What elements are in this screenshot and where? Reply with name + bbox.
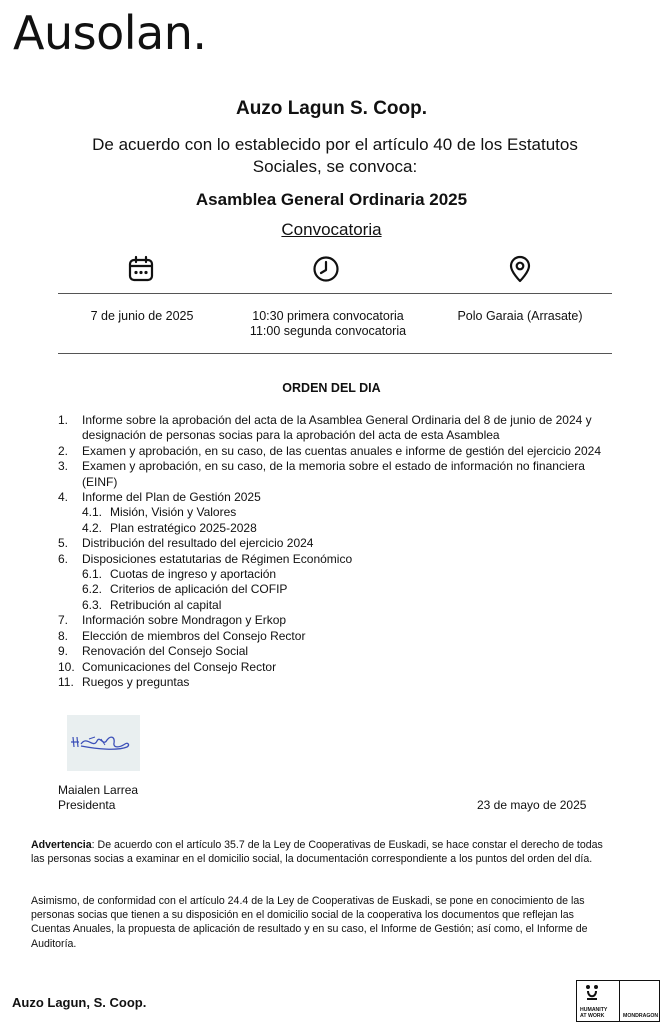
agenda-heading: ORDEN DEL DIA [282,381,381,395]
list-subitem: 6.1. Cuotas de ingreso y aportación [82,567,277,582]
humanity-at-work-mark [577,981,620,1021]
event-times [228,309,428,339]
agenda-list [58,413,618,690]
list-subitem: 4.2. Plan estratégico 2025-2028 [82,520,257,535]
mondragon-mark [620,981,659,1021]
convocatoria-subtitle: Convocatoria [281,220,382,239]
humanity-icon [585,984,599,1002]
signature-date: 23 de mayo de 2025 [477,798,587,812]
list-subitem: 6.2. Criterios de aplicación del COFIP [82,582,288,597]
list-item: 5. Distribución del resultado del ejercicio 2024 [58,536,314,551]
list-item: 2. Examen y aprobación, en su caso, de las cuentas anuales e informe de gestión del ejercicio 2024 [58,443,601,458]
list-item: 7. Información sobre Mondragon y Erkop [58,613,287,628]
location-pin-icon [506,255,534,283]
warning-paragraph [31,838,614,866]
bottom-divider [58,353,612,354]
list-item: 8. Elección de miembros del Consejo Rector [58,628,306,643]
time-second-call: 11:00 segunda convocatoria [249,324,407,338]
list-item: 3. Examen y aprobación, en su caso, de la memoria sobre el estado de información no financiera (EINF) [58,459,585,489]
signer-role: Presidenta [58,798,116,812]
top-divider [58,293,612,294]
signer-name: Maialen Larrea [58,783,139,797]
ausolan-logo: Ausolan. [13,6,207,60]
mondragon-badge [576,980,660,1022]
mondragon-label: MONDRAGON [623,1013,659,1019]
humanity-label: HUMANITY [580,1007,608,1013]
warning-text: : De acuerdo con el artículo 35.7 de la Ley de Cooperativas de Euskadi, se hace constar el derecho de todas las personas socias a examinar en el domicilio social, la documentación correspondiente a los puntos del orden del día. [31,839,603,866]
time-first-call: 10:30 primera convocatoria [252,309,404,323]
at-work-label: AT WORK [580,1013,605,1019]
list-item: 9. Renovación del Consejo Social [58,644,249,659]
list-item: 4. Informe del Plan de Gestión 2025 [58,490,261,505]
event-date: 7 de junio de 2025 [90,309,194,323]
list-item: 10. Comunicaciones del Consejo Rector [58,659,277,674]
signature-image [67,715,140,771]
footer-company: Auzo Lagun, S. Coop. [12,995,147,1010]
list-item: 6. Disposiciones estatutarias de Régimen Económico [58,551,353,566]
intro-text: De acuerdo con lo establecido por el artículo 40 de los Estatutos Sociales, se convoca: [92,135,578,176]
event-place: Polo Garaia (Arrasate) [457,309,583,323]
list-subitem: 6.3. Retribución al capital [82,597,222,612]
list-subitem: 4.1. Misión, Visión y Valores [82,505,237,520]
list-item: 1. Informe sobre la aprobación del acta de la Asamblea General Ordinaria del 8 de junio de 2024 y designación de personas socias para la aprobación del acta de esta Asamblea [58,413,592,443]
clock-icon [312,255,340,283]
documents-paragraph: Asimismo, de conformidad con el artículo 24.4 de la Ley de Cooperativas de Euskadi, se pone en conocimiento de las personas socias que tienen a su disposición en el domicilio social de la cooperativa los documentos que reflejan las Cuentas Anuales, la propuesta de aplicación de resultado y en su caso, el Informe de Gestión; así como, el Informe de Auditoría. [31,895,588,950]
calendar-icon [127,255,155,283]
assembly-title: Asamblea General Ordinaria 2025 [195,190,468,209]
list-item: 11. Ruegos y preguntas [58,674,190,689]
company-name: Auzo Lagun S. Coop. [235,98,428,119]
warning-label: Advertencia [31,839,92,851]
